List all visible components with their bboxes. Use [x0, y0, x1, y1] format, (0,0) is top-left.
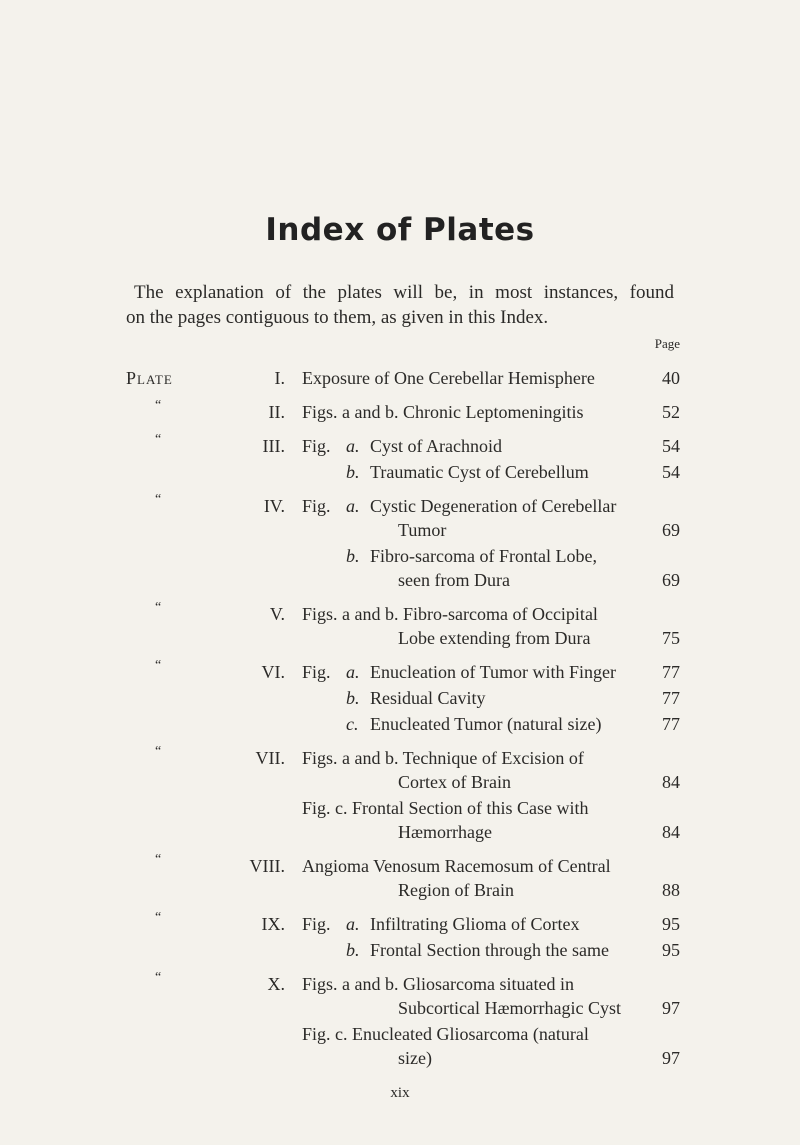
page-number: 95: [662, 940, 680, 960]
plate-number: III.: [262, 436, 285, 456]
ditto-mark: “: [155, 970, 162, 985]
index-row: [0, 520, 800, 544]
entry-text: Frontal Section through the same: [370, 940, 609, 960]
index-row: [0, 772, 800, 796]
entry-text: Exposure of One Cerebellar Hemisphere: [302, 368, 595, 388]
entry-text: Infiltrating Glioma of Cortex: [370, 914, 580, 934]
entry-text: Figs. a and b. Gliosarcoma situated in: [302, 974, 574, 994]
plate-number: II.: [268, 402, 285, 422]
index-row: [0, 628, 800, 652]
plate-number: VII.: [255, 748, 285, 768]
page-number: 84: [662, 772, 680, 792]
fig-letter: b.: [346, 688, 360, 708]
entry-text: Figs. a and b. Fibro-sarcoma of Occipital: [302, 604, 598, 624]
plate-number: IV.: [263, 496, 285, 516]
ditto-mark: “: [155, 852, 162, 867]
plate-number: I.: [274, 368, 285, 388]
intro-line-2: on the pages contiguous to them, as given in this Index.: [126, 307, 549, 328]
page-number: 69: [662, 570, 680, 590]
entry-text: Residual Cavity: [370, 688, 486, 708]
page-number: 75: [662, 628, 680, 648]
index-row: [0, 940, 800, 964]
page-number: 69: [662, 520, 680, 540]
fig-label: Fig.: [302, 436, 331, 456]
ditto-mark: “: [155, 658, 162, 673]
page-number: 54: [662, 436, 680, 456]
page-number: 52: [662, 402, 680, 422]
fig-letter: b.: [346, 940, 360, 960]
entry-continuation: Cortex of Brain: [398, 772, 511, 792]
plate-number: IX.: [261, 914, 285, 934]
index-row: [0, 570, 800, 594]
entry-continuation: size): [398, 1048, 432, 1068]
entry-continuation: seen from Dura: [398, 570, 510, 590]
entry-text: Traumatic Cyst of Cerebellum: [370, 462, 589, 482]
entry-continuation: Hæmorrhage: [398, 822, 492, 842]
entry-text: Fibro-sarcoma of Frontal Lobe,: [370, 546, 597, 566]
ditto-mark: “: [155, 432, 162, 447]
entry-continuation: Region of Brain: [398, 880, 514, 900]
index-row: [0, 1048, 800, 1072]
index-row: [0, 970, 800, 998]
ditto-mark: “: [155, 744, 162, 759]
ditto-mark: “: [155, 600, 162, 615]
page-number: 77: [662, 688, 680, 708]
entry-text: Fig. c. Enucleated Gliosarcoma (natural: [302, 1024, 589, 1044]
fig-letter: c.: [346, 714, 359, 734]
index-row: [0, 462, 800, 486]
index-row: [0, 398, 800, 426]
page-number: 77: [662, 662, 680, 682]
index-row: [0, 368, 800, 392]
index-row: [0, 910, 800, 938]
entry-text: Enucleation of Tumor with Finger: [370, 662, 616, 682]
fig-letter: a.: [346, 662, 360, 682]
fig-label: Fig.: [302, 496, 331, 516]
entry-text: Figs. a and b. Chronic Leptomeningitis: [302, 402, 584, 422]
page-number: 97: [662, 1048, 680, 1068]
index-row: [0, 998, 800, 1022]
plate-label: Plate: [126, 368, 173, 388]
plate-number: VIII.: [249, 856, 285, 876]
fig-letter: a.: [346, 914, 360, 934]
index-row: [0, 852, 800, 880]
index-row: [0, 822, 800, 846]
index-row: [0, 600, 800, 628]
page-number: 40: [662, 368, 680, 388]
entry-continuation: Lobe extending from Dura: [398, 628, 591, 648]
page-number: 95: [662, 914, 680, 934]
entry-text: Enucleated Tumor (natural size): [370, 714, 602, 734]
index-row: [0, 492, 800, 520]
fig-letter: a.: [346, 436, 360, 456]
ditto-mark: “: [155, 398, 162, 413]
page-number: 97: [662, 998, 680, 1018]
index-row: [0, 714, 800, 738]
page-number: 54: [662, 462, 680, 482]
index-row: [0, 798, 800, 822]
plate-number: X.: [267, 974, 285, 994]
fig-letter: a.: [346, 496, 360, 516]
index-row: [0, 1024, 800, 1048]
entry-text: Figs. a and b. Technique of Excision of: [302, 748, 584, 768]
index-row: [0, 658, 800, 686]
entry-text: Cystic Degeneration of Cerebellar: [370, 496, 617, 516]
fig-label: Fig.: [302, 914, 331, 934]
page-title: Index of Plates: [265, 212, 535, 248]
index-row: [0, 688, 800, 712]
page-column-header: Page: [654, 336, 680, 351]
fig-letter: b.: [346, 546, 360, 566]
entry-text: Cyst of Arachnoid: [370, 436, 502, 456]
index-row: [0, 744, 800, 772]
ditto-mark: “: [155, 492, 162, 507]
intro-paragraph: [126, 280, 674, 330]
page-number: 77: [662, 714, 680, 734]
fig-letter: b.: [346, 462, 360, 482]
entry-text: Fig. c. Frontal Section of this Case with: [302, 798, 589, 818]
fig-label: Fig.: [302, 662, 331, 682]
page-folio: xix: [390, 1085, 410, 1101]
index-row: [0, 432, 800, 460]
plate-number: VI.: [261, 662, 285, 682]
page-number: 88: [662, 880, 680, 900]
entry-continuation: Tumor: [398, 520, 447, 540]
intro-line-1: The explanation of the plates will be, in most instances, found: [134, 282, 674, 303]
entry-continuation: Subcortical Hæmorrhagic Cyst: [398, 998, 621, 1018]
index-row: [0, 546, 800, 570]
index-row: [0, 880, 800, 904]
page-number: 84: [662, 822, 680, 842]
plate-number: V.: [269, 604, 285, 624]
entry-text: Angioma Venosum Racemosum of Central: [302, 856, 611, 876]
ditto-mark: “: [155, 910, 162, 925]
